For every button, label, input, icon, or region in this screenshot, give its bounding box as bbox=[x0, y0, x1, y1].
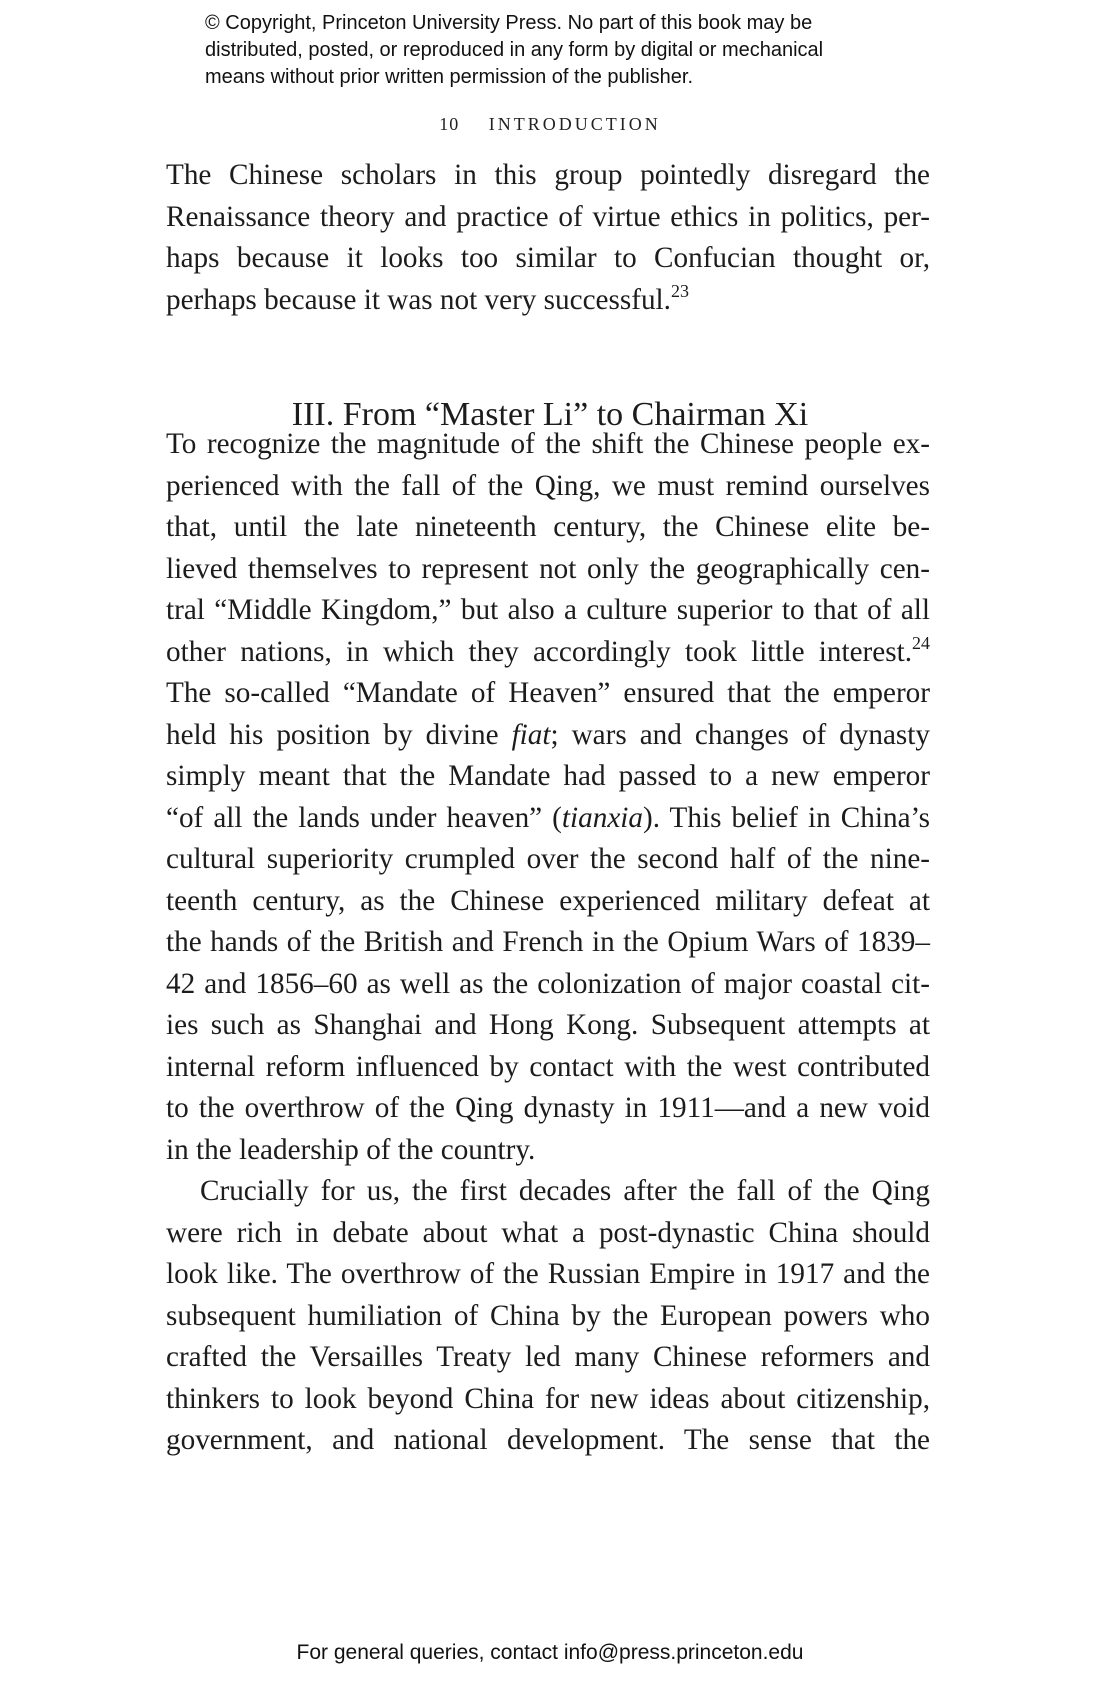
text-line: 42 and 1856–60 as well as the colonization of major coastal cit- bbox=[166, 967, 930, 1000]
text-line: tral “Middle Kingdom,” but also a culture superior to that of all bbox=[166, 594, 930, 626]
text-line: government, and national development. The sense that the bbox=[166, 1424, 930, 1456]
text-line: subsequent humiliation of China by the European powers who bbox=[166, 1299, 930, 1332]
text-line: ies such as Shanghai and Hong Kong. Subsequent attempts at bbox=[166, 1009, 930, 1041]
text-line: teenth century, as the Chinese experienced military defeat at bbox=[166, 884, 930, 917]
text-line: Renaissance theory and practice of virtue ethics in politics, per- bbox=[166, 200, 930, 233]
text-line: thinkers to look beyond China for new ideas about citizenship, bbox=[166, 1382, 930, 1415]
section-heading: III. From “Master Li” to Chairman Xi bbox=[291, 396, 809, 433]
text-line: internal reform influenced by contact with the west contributed bbox=[166, 1050, 930, 1083]
text-line: the hands of the British and French in the Opium Wars of 1839– bbox=[166, 926, 930, 958]
footnote-marker: 23 bbox=[670, 280, 689, 301]
text-line: haps because it looks too similar to Confucian thought or, bbox=[166, 242, 930, 274]
footnote-marker: 24 bbox=[912, 632, 930, 653]
copyright-line: means without prior written permission of the publisher. bbox=[205, 66, 694, 88]
text-fragment: ; wars and changes of dynasty bbox=[550, 718, 930, 751]
copyright-line: © Copyright, Princeton University Press. No part of this book may be bbox=[205, 12, 813, 34]
text-line: were rich in debate about what a post-dynastic China should bbox=[166, 1216, 930, 1249]
text-line: to the overthrow of the Qing dynasty in 1911—and a new void bbox=[166, 1092, 930, 1124]
italic-term: tianxia bbox=[561, 801, 643, 834]
italic-term: fiat bbox=[511, 718, 551, 751]
text-line: lieved themselves to represent not only the geographically cen- bbox=[166, 552, 930, 585]
copyright-line: distributed, posted, or reproduced in any form by digital or mechanical bbox=[205, 39, 824, 61]
text-line: To recognize the magnitude of the shift the Chinese people ex- bbox=[166, 428, 930, 460]
text-line: perienced with the fall of the Qing, we must remind ourselves bbox=[166, 469, 930, 502]
text-line bbox=[166, 280, 930, 322]
text-line: in the leadership of the country. bbox=[166, 1133, 536, 1166]
text-line: look like. The overthrow of the Russian Empire in 1917 and the bbox=[166, 1258, 930, 1290]
paragraph-1 bbox=[166, 155, 930, 321]
text-line: simply meant that the Mandate had passed to a new emperor bbox=[166, 760, 930, 792]
text-fragment: ). This belief in China’s bbox=[643, 801, 930, 834]
text-line bbox=[166, 632, 930, 674]
text-fragment: perhaps because it was not very successful. bbox=[166, 283, 671, 316]
text-line: crafted the Versailles Treaty led many Chinese reformers and bbox=[166, 1341, 930, 1373]
copyright-notice bbox=[205, 10, 965, 91]
text-fragment: other nations, in which they accordingly took little interest. bbox=[166, 635, 912, 668]
text-line: The Chinese scholars in this group pointedly disregard the bbox=[166, 159, 930, 191]
running-head bbox=[0, 114, 1100, 135]
text-line: cultural superiority crumpled over the second half of the nine- bbox=[166, 843, 930, 875]
text-line: that, until the late nineteenth century, the Chinese elite be- bbox=[166, 511, 930, 543]
page-number: 10 bbox=[439, 114, 460, 134]
paragraph-2 bbox=[166, 424, 930, 1462]
chapter-title: INTRODUCTION bbox=[488, 114, 661, 134]
text-line: Crucially for us, the first decades after the fall of the Qing bbox=[200, 1175, 930, 1207]
text-line: The so-called “Mandate of Heaven” ensured that the emperor bbox=[166, 677, 930, 709]
footer-contact: For general queries, contact info@press.princeton.edu bbox=[296, 1641, 804, 1664]
text-fragment: “of all the lands under heaven” ( bbox=[166, 801, 562, 834]
text-fragment: held his position by divine bbox=[166, 718, 512, 751]
text-line bbox=[166, 715, 930, 757]
text-line bbox=[166, 798, 930, 840]
